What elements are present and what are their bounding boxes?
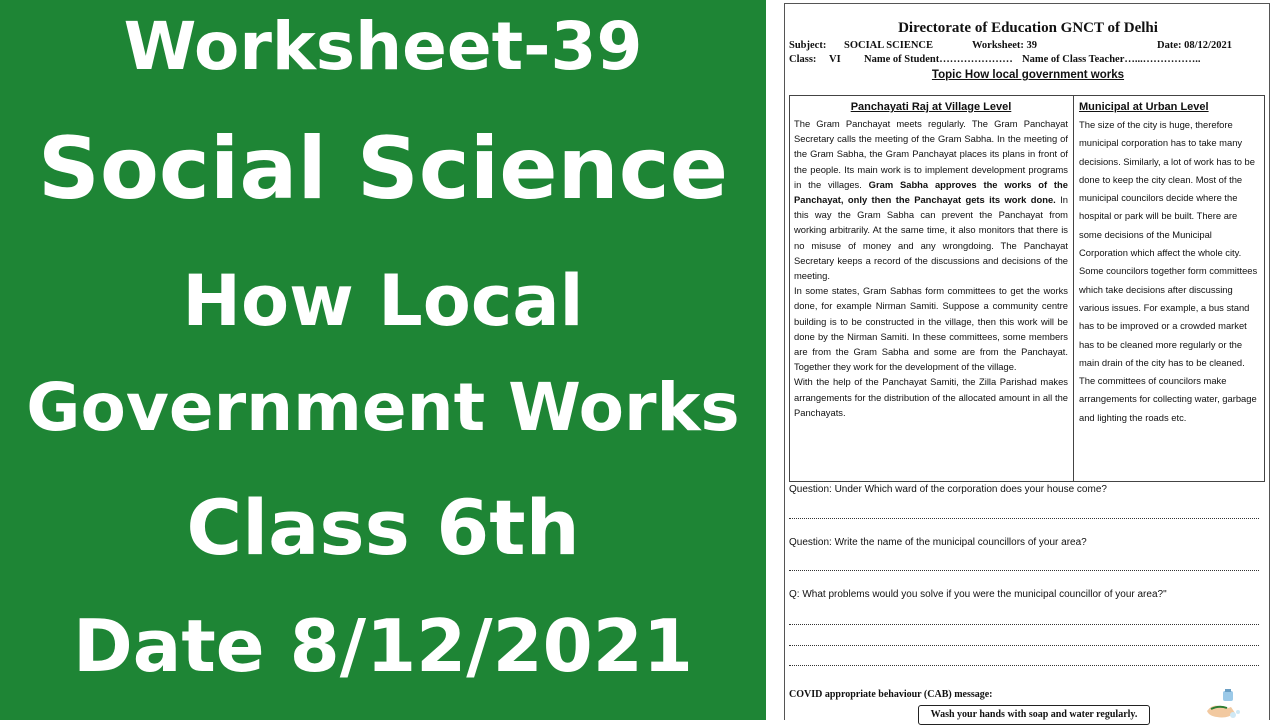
class-value: VI (829, 54, 841, 65)
worksheet-page (784, 3, 1270, 720)
topic-line-2: Government Works (26, 369, 740, 446)
village-paragraph-3: With the help of the Panchayat Samiti, the Zilla Parishad makes arrangements for the distribution of the allocated amount in all the Panchayats. (794, 376, 1068, 418)
content-table (789, 95, 1265, 482)
question-1: Question: Under Which ward of the corporation does your house come? (789, 484, 1107, 495)
column-divider (1073, 96, 1074, 481)
subject-title: Social Science (37, 119, 729, 219)
handwash-icon (1203, 689, 1243, 721)
cab-message-box: Wash your hands with soap and water regularly. (918, 705, 1150, 725)
worksheet-number-label: Worksheet: 39 (972, 40, 1038, 51)
worksheet-number: Worksheet-39 (123, 8, 643, 85)
answer-line (789, 665, 1259, 666)
village-paragraph-2: In some states, Gram Sabhas form committees to get the works done, for example Nirman Samiti. Suppose a community centre building is to be constructed in the village, then this work will be done by the Nirman Samiti. In these committees, some members are from the Gram Sabha and some are from the Panchayat. Together they work for the development of the village. (794, 285, 1068, 373)
answer-line (789, 570, 1259, 571)
date-label: Date 8/12/2021 (73, 604, 693, 688)
urban-level-column (1079, 100, 1261, 427)
village-paragraph-1: The Gram Panchayat meets regularly. The Gram Panchayat Secretary calls the meeting of the Gram Sabha. In the meeting of the Gram Sabha, the Gram Panchayat places its plans in front of the people. Its main work is to implement development programs in the villages. Gram Sabha approves the works of the Panchayat, only then the Panchayat gets its work done. In this way the Gram Sabha can prevent the Panchayat from working arbitrarily. At the same time, it also monitors that there is no misuse of money and any wrongdoing. The Panchayat Secretary keeps a record of the discussions and decisions of the meeting. (794, 118, 1068, 282)
teacher-name-field: Name of Class Teacher…...…………….. (1022, 54, 1201, 65)
answer-line (789, 518, 1259, 519)
answer-line (789, 645, 1259, 646)
question-2: Question: Write the name of the municipal councillors of your area? (789, 537, 1087, 548)
village-level-column (794, 100, 1068, 420)
date-value: Date: 08/12/2021 (1157, 40, 1232, 51)
student-name-field: Name of Student………………… (864, 54, 1013, 65)
topic-heading: Topic How local government works (931, 69, 1125, 81)
topic-line-1: How Local (182, 260, 584, 342)
village-level-heading: Panchayati Raj at Village Level (850, 101, 1012, 113)
subject-value: SOCIAL SCIENCE (844, 40, 933, 51)
answer-line (789, 624, 1259, 625)
cab-label: COVID appropriate behaviour (CAB) message: (789, 689, 993, 700)
urban-level-heading: Municipal at Urban Level (1079, 101, 1209, 113)
question-3: Q: What problems would you solve if you were the municipal councillor of your area?" (789, 589, 1167, 600)
urban-paragraph: The size of the city is huge, therefore municipal corporation has to take many decisions. Similarly, a lot of work has to be done to keep the city clean. Most of the municipal councilors decide where the hospital or park will be built. There are some decisions of the Municipal Corporation which affect the whole city. Some councilors together form committees which take decisions after discussing various issues. For example, a bus stand has to be improved or a crowded market has to be cleaned more regularly or the main drain of the city has to be cleaned. The committees of councilors make arrangements for collecting water, garbage and lighting the roads etc. (1079, 119, 1258, 423)
worksheet-title: Directorate of Education GNCT of Delhi (898, 20, 1158, 36)
subject-label: Subject: (789, 40, 827, 51)
class-label-field: Class: (789, 54, 817, 65)
class-label: Class 6th (186, 483, 580, 572)
